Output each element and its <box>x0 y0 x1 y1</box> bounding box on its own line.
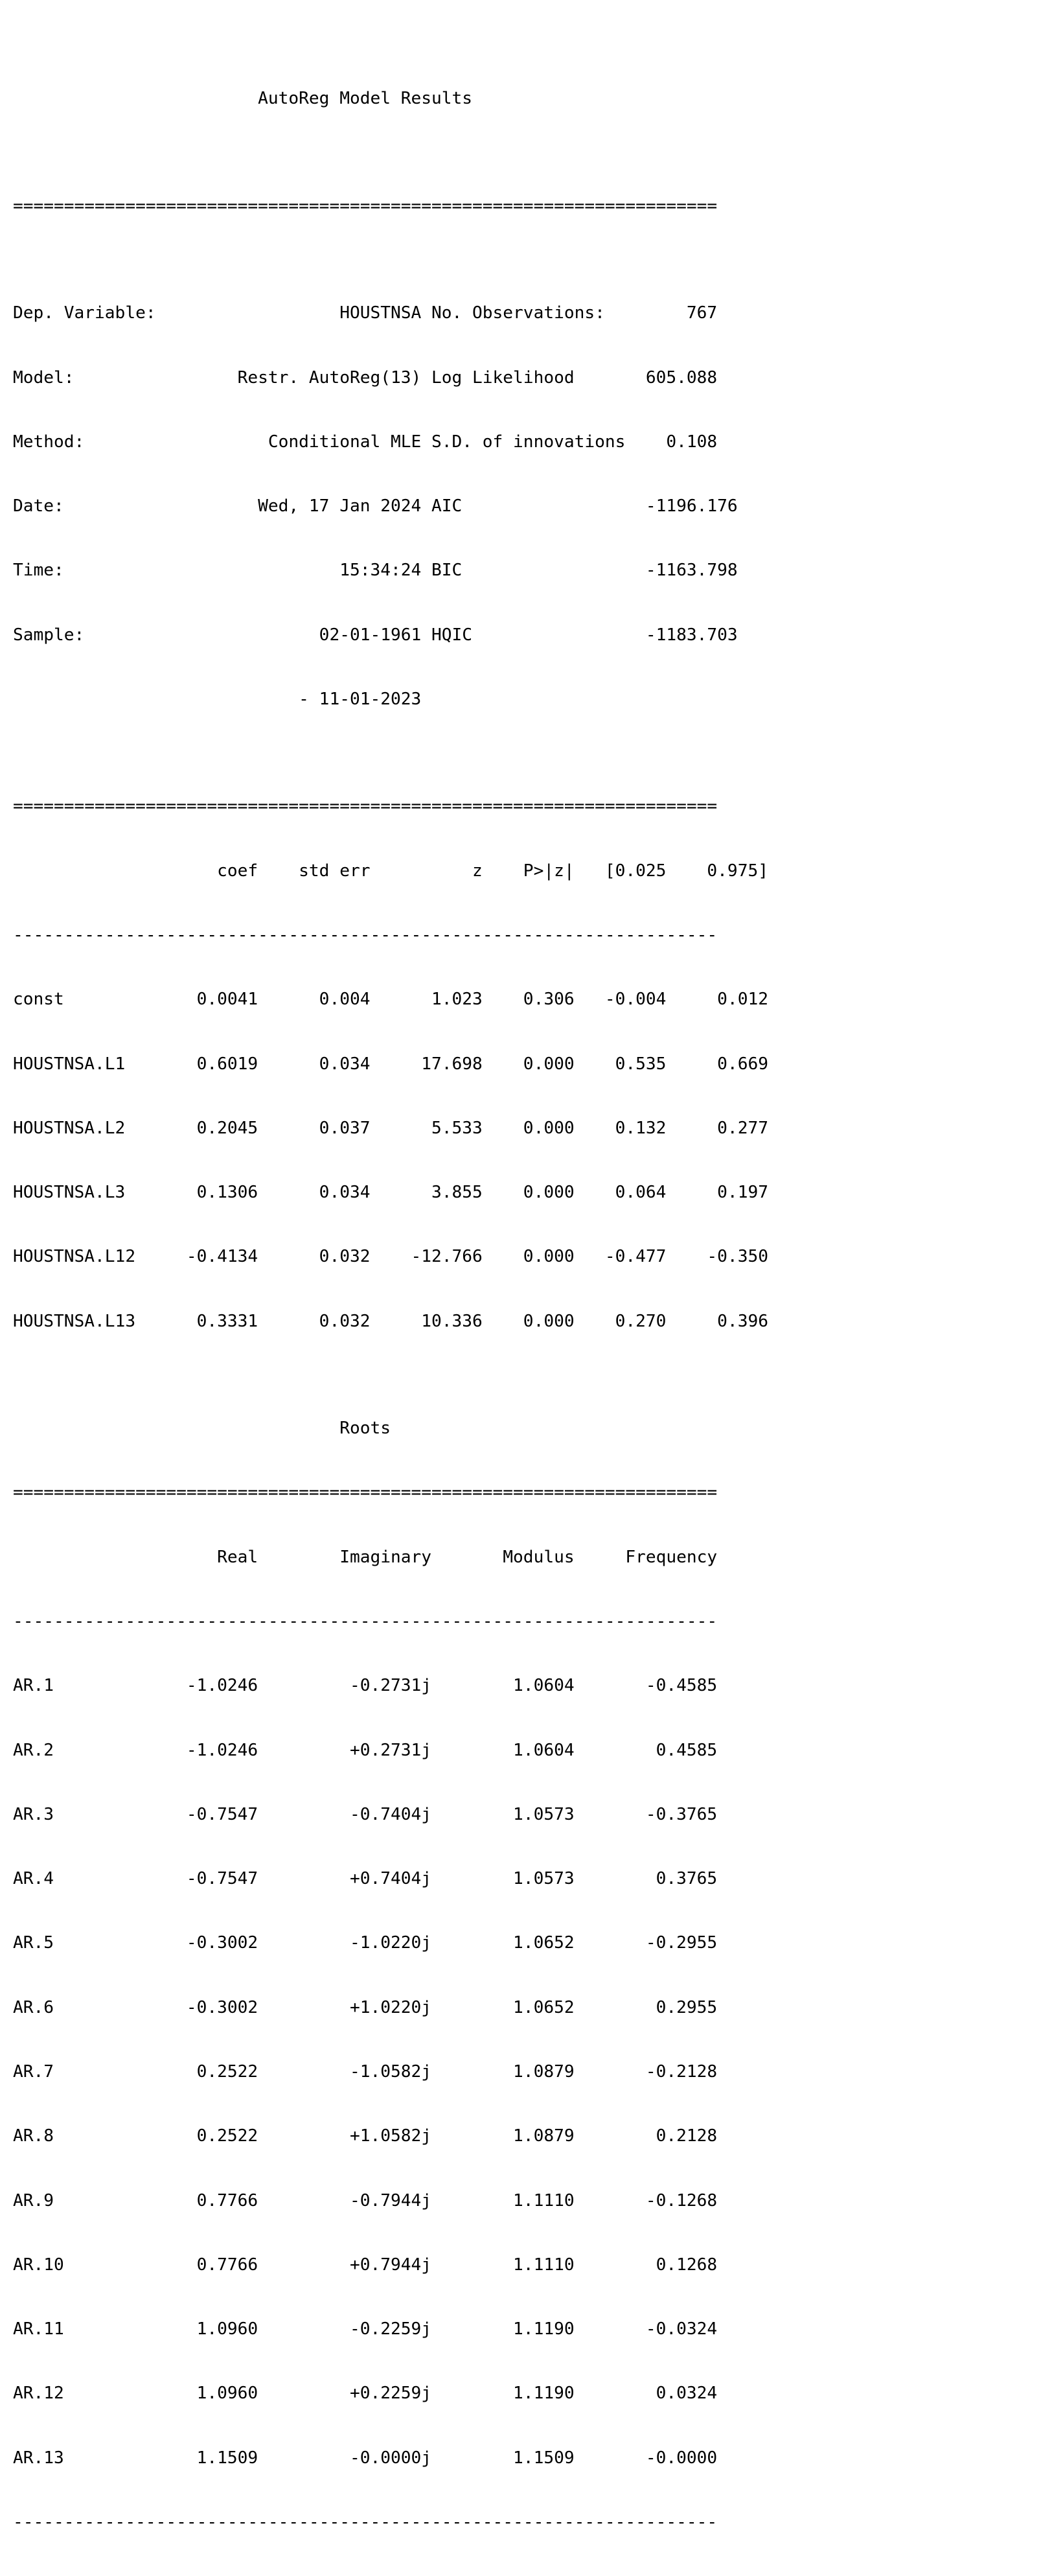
table-row: AR.9 0.7766 -0.7944j 1.1110 -0.1268 <box>13 2190 718 2210</box>
table-row: AR.6 -0.3002 +1.0220j 1.0652 0.2955 <box>13 1997 718 2017</box>
table-row: HOUSTNSA.L1 0.6019 0.034 17.698 0.000 0.535 0.669 <box>13 1054 768 1074</box>
header-row: Time: 15:34:24 BIC -1163.798 <box>13 561 738 581</box>
coef-table-mid-rule: --------------------------------------------------------------------- <box>13 925 718 946</box>
table-row: AR.10 0.7766 +0.7944j 1.1110 0.1268 <box>13 2255 718 2275</box>
roots-table-top-rule: ===================================================================== <box>13 1483 718 1503</box>
table-row: AR.13 1.1509 -0.0000j 1.1509 -0.0000 <box>13 2448 718 2468</box>
header-row: Date: Wed, 17 Jan 2024 AIC -1196.176 <box>13 496 738 516</box>
table-row: AR.7 0.2522 -1.0582j 1.0879 -0.2128 <box>13 2062 718 2082</box>
header-row: Dep. Variable: HOUSTNSA No. Observations: 767 <box>13 303 718 323</box>
table-row: AR.2 -1.0246 +0.2731j 1.0604 0.4585 <box>13 1740 718 1760</box>
table-row: HOUSTNSA.L13 0.3331 0.032 10.336 0.000 0.270 0.396 <box>13 1311 768 1331</box>
table-row: AR.1 -1.0246 -0.2731j 1.0604 -0.4585 <box>13 1676 718 1696</box>
table-row: const 0.0041 0.004 1.023 0.306 -0.004 0.012 <box>13 990 768 1010</box>
roots-title: Roots <box>13 1419 391 1439</box>
table-row: AR.8 0.2522 +1.0582j 1.0879 0.2128 <box>13 2126 718 2146</box>
header-row: Method: Conditional MLE S.D. of innovations 0.108 <box>13 432 718 452</box>
sample-continuation-row: - 11-01-2023 <box>13 690 422 709</box>
table-row: HOUSTNSA.L12 -0.4134 0.032 -12.766 0.000 -0.477 -0.350 <box>13 1247 768 1267</box>
roots-table-bottom-rule: --------------------------------------------------------------------- <box>13 2512 718 2532</box>
roots-table-mid-rule: --------------------------------------------------------------------- <box>13 1612 718 1632</box>
table-row: HOUSTNSA.L2 0.2045 0.037 5.533 0.000 0.132 0.277 <box>13 1118 768 1138</box>
autoreg-summary <box>13 3 768 2576</box>
table-row: AR.3 -0.7547 -0.7404j 1.0573 -0.3765 <box>13 1804 718 1824</box>
header-row: Sample: 02-01-1961 HQIC -1183.703 <box>13 625 738 645</box>
coef-table-top-rule: ===================================================================== <box>13 796 718 817</box>
roots-table-header: Real Imaginary Modulus Frequency <box>13 1547 718 1567</box>
table-row: AR.4 -0.7547 +0.7404j 1.0573 0.3765 <box>13 1869 718 1889</box>
table-row: AR.11 1.0960 -0.2259j 1.1190 -0.0324 <box>13 2319 718 2339</box>
header-row: Model: Restr. AutoReg(13) Log Likelihood 605.088 <box>13 367 718 388</box>
coef-table-header: coef std err z P>|z| [0.025 0.975] <box>13 861 768 881</box>
page-title: AutoReg Model Results <box>13 89 473 109</box>
table-row: HOUSTNSA.L3 0.1306 0.034 3.855 0.000 0.064 0.197 <box>13 1183 768 1203</box>
table-row: AR.5 -0.3002 -1.0220j 1.0652 -0.2955 <box>13 1933 718 1953</box>
table-row: AR.12 1.0960 +0.2259j 1.1190 0.0324 <box>13 2384 718 2404</box>
header-top-rule: ===================================================================== <box>13 196 718 216</box>
